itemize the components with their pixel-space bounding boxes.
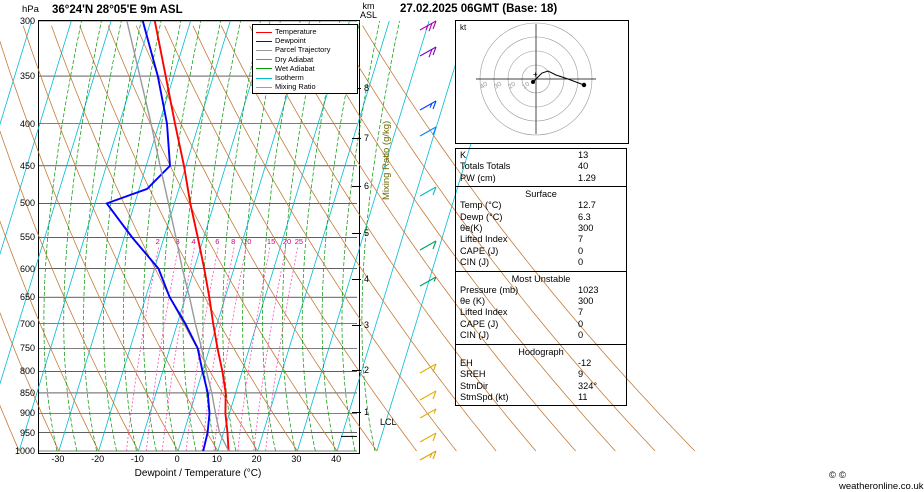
height-tick: 7 bbox=[364, 133, 370, 144]
stats-row bbox=[460, 296, 622, 307]
stats-value: 300 bbox=[578, 223, 594, 234]
stats-label: Lifted Index bbox=[460, 307, 508, 318]
stats-row bbox=[460, 330, 622, 341]
height-tick-mark bbox=[352, 233, 361, 234]
legend-label: Isotherm bbox=[275, 73, 304, 83]
stats-tables bbox=[455, 148, 627, 406]
stats-label: CIN (J) bbox=[460, 257, 490, 268]
hodograph-unit-label: kt bbox=[460, 23, 467, 32]
temperature-tick: 20 bbox=[251, 454, 262, 464]
stats-value: 300 bbox=[578, 296, 594, 307]
stats-row bbox=[460, 381, 622, 392]
height-tick: 4 bbox=[364, 274, 370, 285]
stats-value: 7 bbox=[578, 234, 584, 245]
legend-item bbox=[256, 73, 354, 82]
legend-label: Dewpoint bbox=[275, 36, 306, 46]
station-title: 36°24'N 28°05'E 9m ASL bbox=[52, 4, 183, 16]
temperature-tick: 40 bbox=[331, 454, 342, 464]
stats-value: 9 bbox=[578, 369, 584, 380]
stats-value: 0 bbox=[578, 318, 584, 329]
stats-value: 0 bbox=[578, 330, 584, 341]
legend-label: Wet Adiabat bbox=[275, 63, 315, 73]
legend-item bbox=[256, 45, 354, 54]
x-axis-title: Dewpoint / Temperature (°C) bbox=[134, 468, 262, 479]
pressure-tick: 450 bbox=[19, 160, 35, 171]
legend-item bbox=[256, 36, 354, 45]
stats-value: 0 bbox=[578, 257, 584, 268]
stats-table-header: Surface bbox=[525, 189, 557, 200]
stats-row bbox=[460, 257, 622, 268]
pressure-tick: 1000 bbox=[14, 446, 35, 456]
height-tick: 1 bbox=[364, 407, 370, 418]
pressure-axis bbox=[0, 16, 38, 456]
pressure-tick: 600 bbox=[19, 263, 35, 274]
stats-row bbox=[460, 307, 622, 318]
svg-text:3: 3 bbox=[175, 237, 180, 247]
svg-text:25: 25 bbox=[294, 237, 304, 247]
stats-value: 13 bbox=[578, 150, 589, 160]
pressure-tick: 350 bbox=[19, 71, 35, 82]
hodograph-svg bbox=[456, 21, 626, 141]
run-title: 27.02.2025 06GMT (Base: 18) bbox=[400, 3, 558, 15]
legend-item bbox=[256, 27, 354, 36]
stats-label: SREH bbox=[460, 369, 486, 380]
temperature-tick: 10 bbox=[211, 454, 222, 464]
pressure-tick: 500 bbox=[19, 198, 35, 209]
pressure-tick: 950 bbox=[19, 427, 35, 438]
stats-label: CAPE (J) bbox=[460, 245, 499, 256]
pressure-unit-label: hPa bbox=[22, 4, 39, 15]
legend-swatch bbox=[256, 32, 272, 33]
legend-swatch bbox=[256, 50, 272, 51]
stats-label: Dewp (°C) bbox=[460, 211, 503, 222]
stats-value: -12 bbox=[578, 357, 592, 368]
stats-label: StmDir bbox=[460, 380, 489, 391]
temperature-tick: -20 bbox=[91, 454, 105, 464]
stats-label: CIN (J) bbox=[460, 330, 490, 341]
svg-text:10: 10 bbox=[243, 237, 252, 247]
copyright-bullet: © bbox=[829, 470, 836, 481]
stats-label: θe(K) bbox=[460, 223, 483, 234]
pressure-tick: 850 bbox=[19, 387, 35, 398]
stats-label: Temp (°C) bbox=[460, 200, 502, 211]
legend-label: Dry Adiabat bbox=[275, 54, 314, 64]
stats-row bbox=[460, 212, 622, 223]
stats-row bbox=[460, 358, 622, 369]
stats-row bbox=[460, 234, 622, 245]
stats-row bbox=[460, 392, 622, 403]
stats-value: 6.3 bbox=[578, 211, 591, 222]
stats-value: 7 bbox=[578, 307, 584, 318]
height-tick: 5 bbox=[364, 228, 370, 239]
svg-text:20: 20 bbox=[282, 237, 292, 247]
chart-legend bbox=[252, 24, 358, 94]
stats-value: 40 bbox=[578, 161, 589, 172]
stats-row bbox=[460, 161, 622, 172]
height-tick-mark bbox=[352, 370, 361, 371]
svg-text:4: 4 bbox=[191, 237, 196, 247]
height-unit-label bbox=[360, 2, 377, 20]
stats-row bbox=[460, 150, 622, 161]
stats-label: K bbox=[460, 150, 467, 160]
legend-label: Mixing Ratio bbox=[275, 82, 316, 92]
stats-value: 12.7 bbox=[578, 200, 596, 211]
stats-label: PW (cm) bbox=[460, 172, 496, 183]
mixing-ratio-axis-title: Mixing Ratio (g/kg) bbox=[381, 120, 392, 200]
stats-row bbox=[460, 173, 622, 184]
svg-text:6: 6 bbox=[215, 237, 220, 247]
temperature-tick: 30 bbox=[291, 454, 302, 464]
height-tick: 6 bbox=[364, 181, 370, 192]
stats-row bbox=[460, 285, 622, 296]
temperature-tick: -30 bbox=[51, 454, 65, 464]
legend-item bbox=[256, 55, 354, 64]
stats-table-indices bbox=[455, 148, 627, 186]
right-panel bbox=[398, 0, 924, 492]
svg-text:+: + bbox=[533, 70, 538, 79]
temperature-tick: -10 bbox=[130, 454, 144, 464]
svg-text:10: 10 bbox=[521, 80, 532, 91]
svg-text:8: 8 bbox=[231, 237, 236, 247]
legend-label: Parcel Trajectory bbox=[275, 45, 331, 55]
legend-label: Temperature bbox=[275, 27, 317, 36]
height-tick-mark bbox=[352, 138, 361, 139]
pressure-tick: 700 bbox=[19, 318, 35, 329]
stats-label: StmSpd (kt) bbox=[460, 391, 509, 402]
svg-text:15: 15 bbox=[266, 237, 276, 247]
stats-label: CAPE (J) bbox=[460, 318, 499, 329]
height-tick: 2 bbox=[364, 365, 370, 376]
height-tick: 3 bbox=[364, 320, 370, 331]
stats-value: 1023 bbox=[578, 284, 599, 295]
pressure-tick: 650 bbox=[19, 292, 35, 303]
stats-label: Pressure (mb) bbox=[460, 284, 519, 295]
legend-swatch bbox=[256, 87, 272, 88]
height-tick-mark bbox=[352, 186, 361, 187]
pressure-tick: 550 bbox=[19, 232, 35, 243]
height-tick-mark bbox=[352, 412, 361, 413]
hodograph bbox=[455, 20, 629, 144]
stats-label: Totals Totals bbox=[460, 161, 511, 172]
stats-value: 1.29 bbox=[578, 172, 596, 183]
height-unit-line1: km bbox=[362, 1, 375, 11]
svg-text:40: 40 bbox=[479, 80, 490, 91]
legend-swatch bbox=[256, 41, 272, 42]
stats-value: 11 bbox=[578, 391, 588, 402]
stats-row bbox=[460, 200, 622, 211]
skewt-panel bbox=[0, 0, 400, 486]
stats-row bbox=[460, 223, 622, 234]
stats-table-most-unstable bbox=[455, 271, 627, 344]
stats-row bbox=[460, 246, 622, 257]
stats-label: Lifted Index bbox=[460, 234, 508, 245]
legend-swatch bbox=[256, 68, 272, 69]
legend-swatch bbox=[256, 59, 272, 60]
pressure-tick: 750 bbox=[19, 343, 35, 354]
svg-text:30: 30 bbox=[493, 80, 504, 91]
stats-label: θe (K) bbox=[460, 296, 486, 307]
stats-row bbox=[460, 319, 622, 330]
svg-text:2: 2 bbox=[155, 237, 160, 247]
stats-label: EH bbox=[460, 357, 473, 368]
height-unit-line2: ASL bbox=[360, 10, 378, 20]
stats-row bbox=[460, 369, 622, 380]
temperature-axis bbox=[38, 452, 360, 468]
copyright-text: © weatheronline.co.uk bbox=[839, 470, 924, 492]
stats-table-header: Most Unstable bbox=[511, 273, 571, 284]
stats-table-surface bbox=[455, 186, 627, 270]
height-tick-mark bbox=[352, 325, 361, 326]
height-tick: 8 bbox=[364, 83, 370, 94]
stats-table-header: Hodograph bbox=[518, 346, 564, 357]
legend-item bbox=[256, 82, 354, 91]
temperature-tick: 0 bbox=[174, 454, 180, 464]
legend-item bbox=[256, 64, 354, 73]
pressure-tick: 900 bbox=[19, 408, 35, 419]
legend-swatch bbox=[256, 78, 272, 79]
lcl-label: LCL bbox=[380, 417, 397, 427]
stats-value: 324° bbox=[578, 380, 598, 391]
pressure-tick: 800 bbox=[19, 366, 35, 377]
stats-value: 0 bbox=[578, 245, 584, 256]
stats-table-hodograph-stats bbox=[455, 344, 627, 407]
svg-text:20: 20 bbox=[507, 80, 518, 91]
pressure-tick: 300 bbox=[19, 16, 35, 26]
height-tick-mark bbox=[352, 279, 361, 280]
pressure-tick: 400 bbox=[19, 118, 35, 129]
